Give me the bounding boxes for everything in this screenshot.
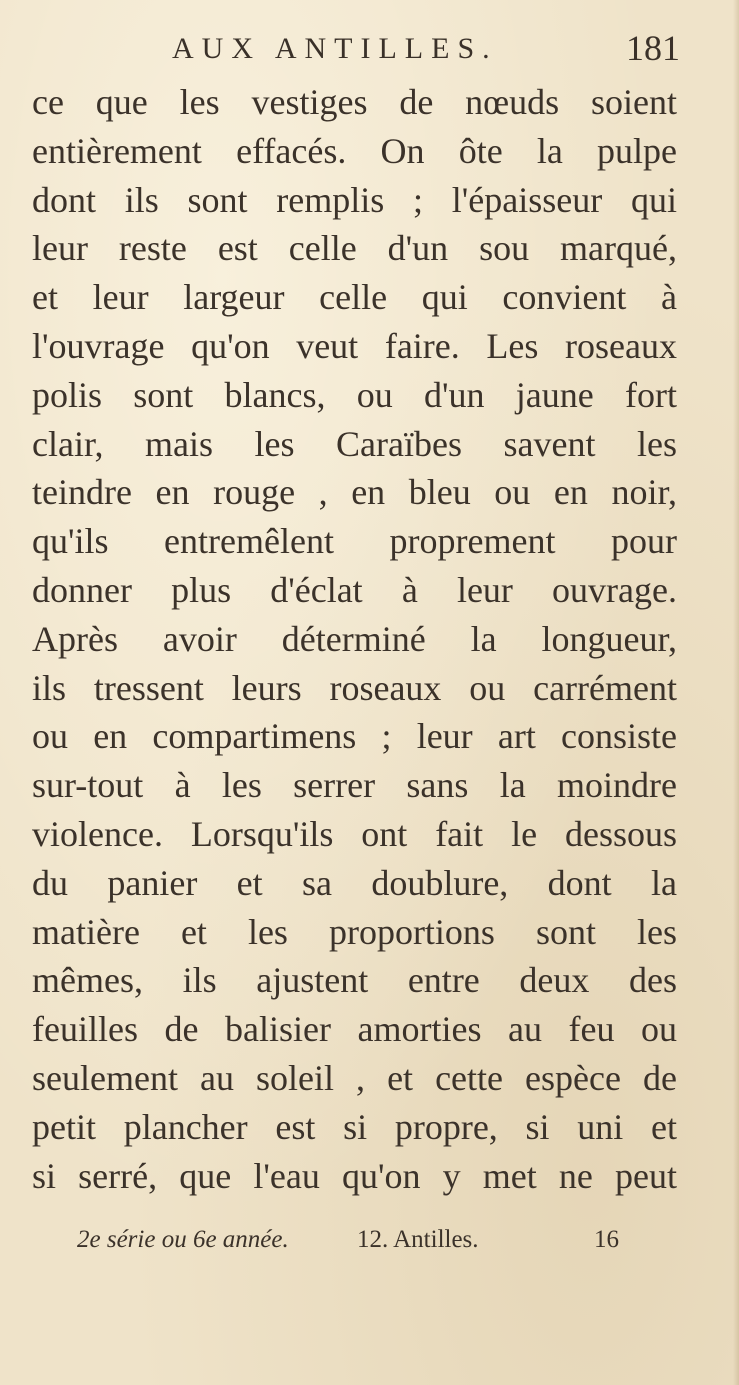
text-line: l'ouvrage qu'on veut faire. Les roseaux [32, 325, 677, 366]
text-line: matière et les proportions sont les [32, 911, 677, 952]
text-line: teindre en rouge , en bleu ou en noir, [32, 472, 677, 513]
text-line: dont ils sont remplis ; l'épaisseur qui [32, 179, 677, 220]
text-line: feuilles de balisier amorties au feu ou [32, 1009, 677, 1050]
text-line: si serré, que l'eau qu'on y met ne peut [32, 1155, 677, 1196]
signature-series: 2e série ou 6e année. [77, 1226, 289, 1253]
text-line: ce que les vestiges de nœuds soient [32, 82, 677, 122]
text-line: et leur largeur celle qui convient à [32, 277, 677, 318]
signature-volume: 12. Antilles. [357, 1226, 479, 1253]
text-line: donner plus d'éclat à leur ouvrage. [32, 569, 677, 610]
running-title: AUX ANTILLES. [172, 32, 498, 65]
running-head [30, 24, 680, 74]
text-line: ou en compartimens ; leur art consiste [32, 716, 677, 757]
signature-line [32, 1226, 632, 1266]
signature-number: 16 [594, 1226, 619, 1253]
text-line: polis sont blancs, ou d'un jaune fort [32, 374, 677, 415]
text-line: mêmes, ils ajustent entre deux des [32, 960, 677, 1001]
text-line: ils tressent leurs roseaux ou carrément [32, 667, 677, 708]
text-line: du panier et sa doublure, dont la [32, 862, 677, 903]
text-line: leur reste est celle d'un sou marqué, [32, 228, 677, 269]
text-line: petit plancher est si propre, si uni et [32, 1106, 677, 1147]
page-number: 181 [626, 28, 680, 68]
text-line: entièrement effacés. On ôte la pulpe [32, 130, 677, 171]
text-line: Après avoir déterminé la longueur, [32, 618, 677, 659]
text-line: violence. Lorsqu'ils ont fait le dessous [32, 813, 677, 854]
text-line: qu'ils entremêlent proprement pour [32, 521, 677, 562]
body-text [32, 78, 677, 1200]
text-line: sur-tout à les serrer sans la moindre [32, 765, 677, 806]
page-edge-shadow [733, 0, 739, 1385]
text-line: clair, mais les Caraïbes savent les [32, 423, 677, 464]
text-line: seulement au soleil , et cette espèce de [32, 1057, 677, 1098]
